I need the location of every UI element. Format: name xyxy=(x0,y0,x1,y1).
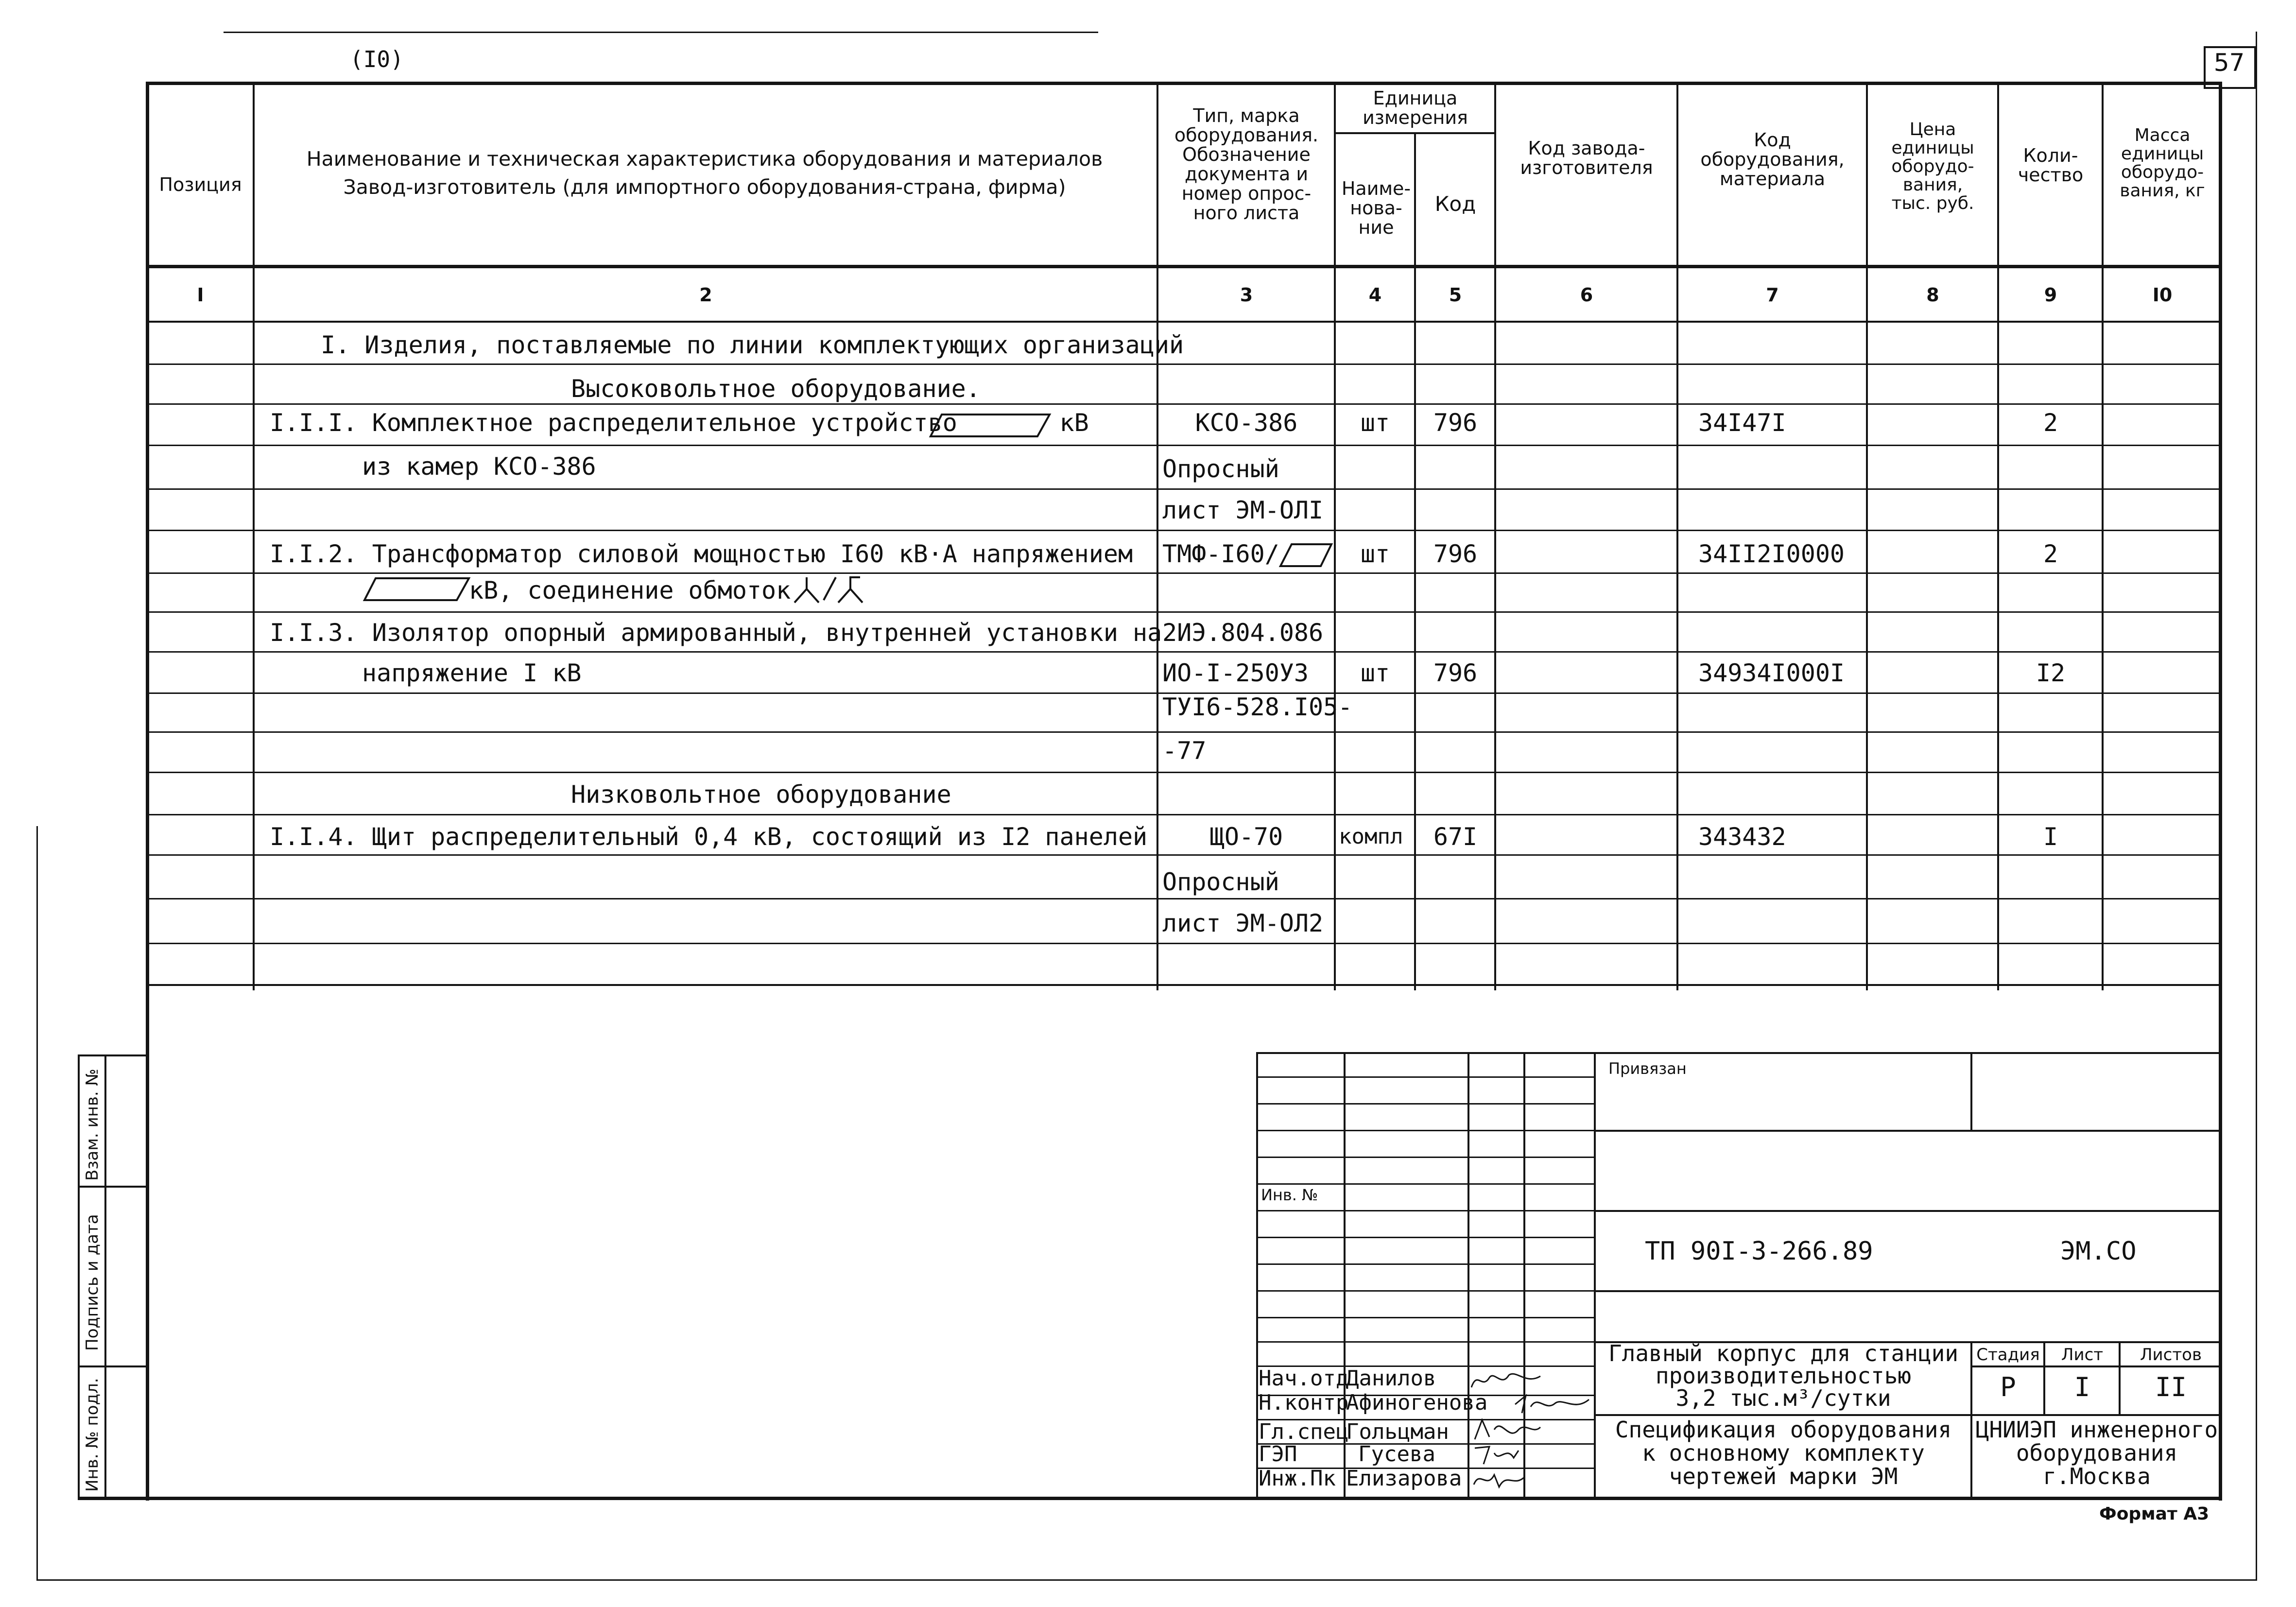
table-row-type: ТМФ-I60/ xyxy=(1162,540,1279,568)
stage-label: Стадия xyxy=(1976,1345,2040,1365)
table-row-qty: I xyxy=(2043,823,2058,851)
header-qty: Коли- чество xyxy=(2018,145,2084,186)
voltage-blank-field xyxy=(1278,542,1334,569)
table-row-qty: 2 xyxy=(2043,409,2058,437)
table-row-name: I.I.4. Щит распределительный 0,4 кВ, состоящий из I2 панелей xyxy=(270,823,1148,851)
signer-role: Н.контр xyxy=(1259,1390,1349,1415)
sheet-label: Лист xyxy=(2061,1345,2104,1365)
table-row-name: кВ, соединение обмоток xyxy=(469,576,791,605)
sheet-value: I xyxy=(2074,1372,2090,1402)
organization: ЦНИИЭП инженерного оборудования г.Москва xyxy=(1975,1417,2218,1489)
signature-5 xyxy=(1470,1465,1528,1492)
bound-label: Привязан xyxy=(1608,1059,1687,1078)
table-row-equip: 34II2I0000 xyxy=(1698,540,1845,568)
page-number: 57 xyxy=(2213,49,2245,77)
table-row-type: КСО-386 xyxy=(1195,409,1298,437)
signer-name: Елизарова xyxy=(1346,1466,1462,1491)
table-row-type: Опросный xyxy=(1162,868,1279,896)
signature-3 xyxy=(1470,1415,1543,1444)
signer-name: Афиногенова xyxy=(1346,1390,1488,1415)
table-row-code: 796 xyxy=(1433,409,1478,437)
header-type: Тип, марка оборудования. Обозначение документа и номер опрос- ного листа xyxy=(1174,105,1319,224)
table-row-type: -77 xyxy=(1162,737,1207,765)
col-number: 8 xyxy=(1926,284,1939,306)
sheets-label: Листов xyxy=(2140,1345,2202,1365)
header-position: Позиция xyxy=(159,174,242,195)
table-row-name: напряжение I кВ xyxy=(362,659,582,687)
object-title: Главный корпус для станции производительностью 3,2 тыс.м³/сутки xyxy=(1608,1340,1959,1411)
col-number: 3 xyxy=(1240,284,1253,306)
col-number: 5 xyxy=(1449,284,1462,306)
col-number: I xyxy=(197,284,204,306)
top-label: (I0) xyxy=(350,46,404,72)
sheets-value: II xyxy=(2155,1372,2187,1402)
header-plant-code: Код завода- изготовителя xyxy=(1520,138,1653,178)
col-number: 7 xyxy=(1766,284,1779,306)
table-row-type: ЩО-70 xyxy=(1209,823,1283,851)
signature-2 xyxy=(1511,1390,1594,1417)
table-row-type: Опросный xyxy=(1162,455,1279,483)
table-row-type: лист ЭМ-ОЛ2 xyxy=(1162,909,1324,937)
voltage-blank-field xyxy=(928,412,1052,439)
header-name: Наименование и техническая характеристика оборудования и материалов Завод-изготовитель (для импортного оборудования-страна, фирма) xyxy=(306,147,1103,199)
col-number: 6 xyxy=(1580,284,1593,306)
stamp-sign-date: Подпись и дата xyxy=(83,1214,102,1351)
col-number: I0 xyxy=(2152,284,2173,306)
table-row-qty: 2 xyxy=(2043,540,2058,568)
table-row-unit: шт xyxy=(1360,409,1390,437)
format-label: Формат А3 xyxy=(2099,1504,2210,1524)
signer-role: Нач.отд xyxy=(1259,1366,1349,1391)
signer-name: Данилов xyxy=(1346,1366,1436,1391)
signer-role: ГЭП xyxy=(1259,1442,1297,1467)
table-row-name: I.I.I. Комплектное распределительное устройство кВ xyxy=(270,409,1089,437)
winding-connection-symbol xyxy=(790,573,867,605)
header-unit-group: Единица измерения xyxy=(1363,87,1468,128)
table-row-name: Низковольтное оборудование xyxy=(571,780,951,809)
signer-role: Гл.спец xyxy=(1259,1419,1349,1444)
voltage-blank-field xyxy=(362,576,471,603)
table-row-name: I.I.3. Изолятор опорный армированный, внутренней установки на xyxy=(270,619,1162,647)
table-row-code: 67I xyxy=(1433,823,1478,851)
signature-4 xyxy=(1470,1441,1523,1468)
table-row-equip: 343432 xyxy=(1698,823,1786,851)
table-row-code: 796 xyxy=(1433,659,1478,687)
signer-role: Инж.Пк xyxy=(1259,1466,1336,1491)
inv-label: Инв. № xyxy=(1261,1186,1318,1204)
table-row-type: лист ЭМ-ОЛI xyxy=(1162,496,1324,524)
doc-code: ТП 90I-3-266.89 xyxy=(1645,1237,1873,1266)
header-equip-code: Код оборудования, материала xyxy=(1700,129,1845,190)
table-row-name: I.I.2. Трансформатор силовой мощностью I60 кВ·А напряжением xyxy=(270,540,1133,568)
signature-1 xyxy=(1467,1365,1545,1392)
signer-name: Гольцман xyxy=(1346,1419,1449,1444)
sheet-code: ЭМ.СО xyxy=(2060,1237,2137,1266)
document-title: Спецификация оборудования к основному комплекту чертежей марки ЭМ xyxy=(1615,1417,1952,1489)
stamp-replace-inv: Взам. инв. № xyxy=(83,1069,102,1181)
table-row-unit: компл xyxy=(1339,824,1403,849)
table-row-unit: шт xyxy=(1360,540,1390,568)
header-price: Цена единицы оборудо- вания, тыс. руб. xyxy=(1891,120,1974,213)
header-mass: Масса единицы оборудо- вания, кг xyxy=(2120,125,2205,201)
col-number: 4 xyxy=(1368,284,1382,306)
col-number: 9 xyxy=(2044,284,2057,306)
stamp-inv-orig: Инв. № подл. xyxy=(83,1378,102,1492)
stage-value: Р xyxy=(2000,1372,2016,1402)
table-row-type: 2ИЭ.804.086 xyxy=(1162,619,1324,647)
table-row-name: Высоковольтное оборудование. xyxy=(571,375,981,403)
table-row-equip: 34I47I xyxy=(1698,409,1786,437)
table-row-name: I. Изделия, поставляемые по линии комплектующих организаций xyxy=(321,331,1184,359)
table-row-equip: 349З4I000I xyxy=(1698,659,1845,687)
table-row-name: из камер КСО-386 xyxy=(362,452,596,481)
header-unit-code: Код xyxy=(1434,192,1476,216)
header-unit-name: Наиме- нова- ние xyxy=(1341,178,1411,238)
signer-name: Гусева xyxy=(1358,1442,1435,1467)
table-row-qty: I2 xyxy=(2036,659,2066,687)
table-row-unit: шт xyxy=(1360,659,1390,687)
table-row-code: 796 xyxy=(1433,540,1478,568)
table-row-type: ТУI6-528.I05- xyxy=(1162,693,1353,721)
col-number: 2 xyxy=(699,284,712,306)
table-row-type: ИО-I-250УЗ xyxy=(1162,659,1309,687)
